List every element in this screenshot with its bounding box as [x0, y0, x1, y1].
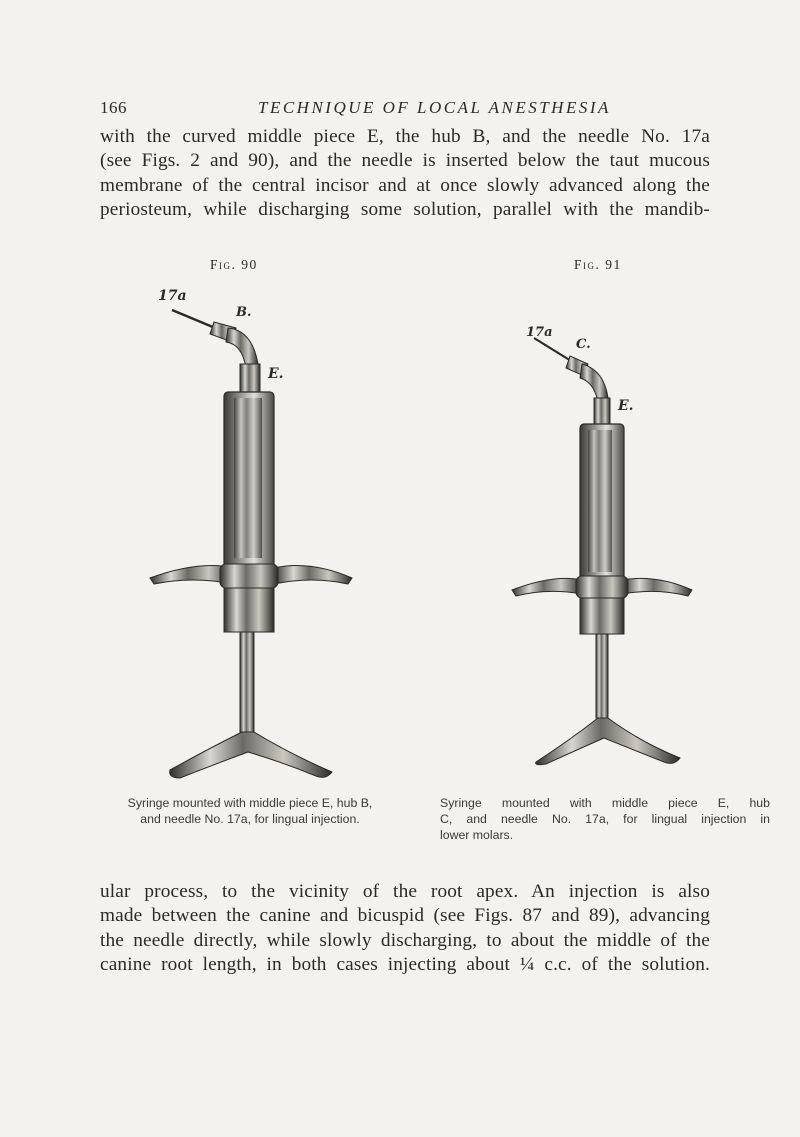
text-line: made between the canine and bicuspid (see Figs. 87 and 89), advancing — [100, 905, 710, 927]
text-line: ular process, to the vicinity of the root apex. An injection is also — [100, 881, 710, 902]
paragraph-bottom — [100, 880, 710, 977]
hub-marking: B. — [236, 305, 252, 320]
text-line: the needle directly, while slowly discharging, to about the middle of the — [100, 929, 710, 951]
figure-91-label: Fig. 91 — [574, 257, 622, 272]
text-line: (see Figs. 2 and 90), and the needle is inserted below the taut mucous — [100, 150, 710, 172]
middle-piece-marking: E. — [618, 398, 634, 414]
caption-line: Syringe mounted with middle piece E, hub — [440, 796, 770, 810]
figure-90-label: Fig. 90 — [210, 257, 258, 272]
paragraph-top — [100, 125, 710, 222]
figure-91-caption — [440, 795, 770, 843]
figure-90-caption — [100, 795, 400, 827]
figure-90-syringe-illustration — [140, 278, 370, 788]
figure-91-syringe-illustration — [510, 318, 710, 778]
caption-line: and needle No. 17a, for lingual injection. — [140, 812, 360, 826]
needle-marking: 17a — [526, 325, 553, 340]
text-line: canine root length, in both cases injecting about ¼ c.c. of the solution. — [100, 953, 710, 975]
text-line: with the curved middle piece E, the hub B, and the needle No. 17a — [100, 126, 710, 147]
needle-marking: 17a — [158, 288, 187, 304]
hub-marking: C. — [576, 337, 591, 352]
page-number: 166 — [100, 98, 127, 117]
page-header — [100, 98, 710, 122]
middle-piece-marking: E. — [268, 366, 284, 382]
text-line: membrane of the central incisor and at once slowly advanced along the — [100, 174, 710, 196]
text-line: periosteum, while discharging some solution, parallel with the mandib- — [100, 198, 710, 220]
caption-line: lower molars. — [440, 828, 514, 842]
running-title: TECHNIQUE OF LOCAL ANESTHESIA — [258, 98, 611, 117]
caption-line: Syringe mounted with middle piece E, hub B, — [127, 796, 373, 810]
caption-line: C, and needle No. 17a, for lingual injection in — [440, 812, 770, 826]
